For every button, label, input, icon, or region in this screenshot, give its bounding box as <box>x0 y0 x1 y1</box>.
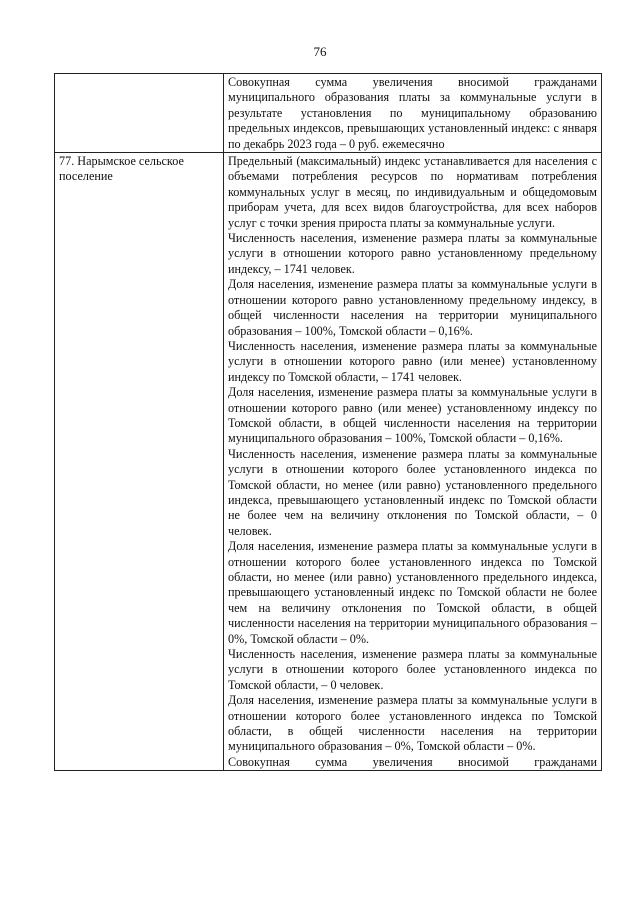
table-row <box>55 153 602 771</box>
paragraph: Доля населения, изменение размера платы за коммунальные услуги в отношении которого равно установленному предельному индексу, в общей численности населения на территории муниципального образования – 100%, Томской области – 0,16%. <box>228 277 597 338</box>
paragraph: Численность населения, изменение размера платы за коммунальные услуги в отношении которого равно установленному предельному индексу, – 1741 человек. <box>228 231 597 276</box>
page-number: 76 <box>313 44 327 59</box>
paragraph: Численность населения, изменение размера платы за коммунальные услуги в отношении которого более установленного индекса по Томской области, – 0 человек. <box>228 647 597 692</box>
description-cell <box>224 153 602 771</box>
paragraph: Численность населения, изменение размера платы за коммунальные услуги в отношении которого равно (или менее) установленному индексу по Томской области, – 1741 человек. <box>228 338 597 384</box>
paragraph: Доля населения, изменение размера платы за коммунальные услуги в отношении которого более установленного индекса по Томской области, в общей численности населения на территории муниципального образования – 0%, Томской области – 0%. <box>228 693 597 754</box>
table-row <box>55 74 602 153</box>
paragraph: Доля населения, изменение размера платы за коммунальные услуги в отношении которого более установленного индекса по Томской области, но менее (или равно) установленного предельного индекса, превышающего установленный индекс по Томской области не более чем на величину отклонения по Томской области, в общей численности населения на территории муниципального образования – 0%, Томской области – 0%. <box>228 539 597 646</box>
index-table <box>54 73 602 771</box>
paragraph: Предельный (максимальный) индекс устанавливается для населения с объемами потребления ресурсов по нормативам потребления коммунальных услуг в месяц, по индивидуальным и общедомовым приборам учета, для всех видов благоустройства, для всех наборов услуг с точки зрения прироста платы за коммунальные услуги. <box>228 154 597 230</box>
description-cell <box>224 74 602 153</box>
paragraph: Совокупная сумма увеличения вносимой гражданами муниципального образования платы за коммунальные услуги в результате установления по муниципальному образованию предельных индексов, превышающих установленный индекс: с января по декабрь 2023 года – 0 руб. ежемесячно <box>228 75 597 151</box>
paragraph: Численность населения, изменение размера платы за коммунальные услуги в отношении которого более установленного индекса по Томской области, но менее (или равно) установленного предельного индекса, превышающего установленный индекс по Томской области не более чем на величину отклонения по Томской области, – 0 человек. <box>228 446 597 538</box>
paragraph: Доля населения, изменение размера платы за коммунальные услуги в отношении которого равно (или менее) установленному индексу по Томской области, в общей численности населения на территории муниципального образования – 100%, Томской области – 0,16%. <box>228 385 597 446</box>
municipality-cell: 77. Нарымское сельское поселение <box>55 153 224 771</box>
municipality-cell <box>55 74 224 153</box>
paragraph-continued: Совокупная сумма увеличения вносимой гражданами <box>228 754 597 769</box>
